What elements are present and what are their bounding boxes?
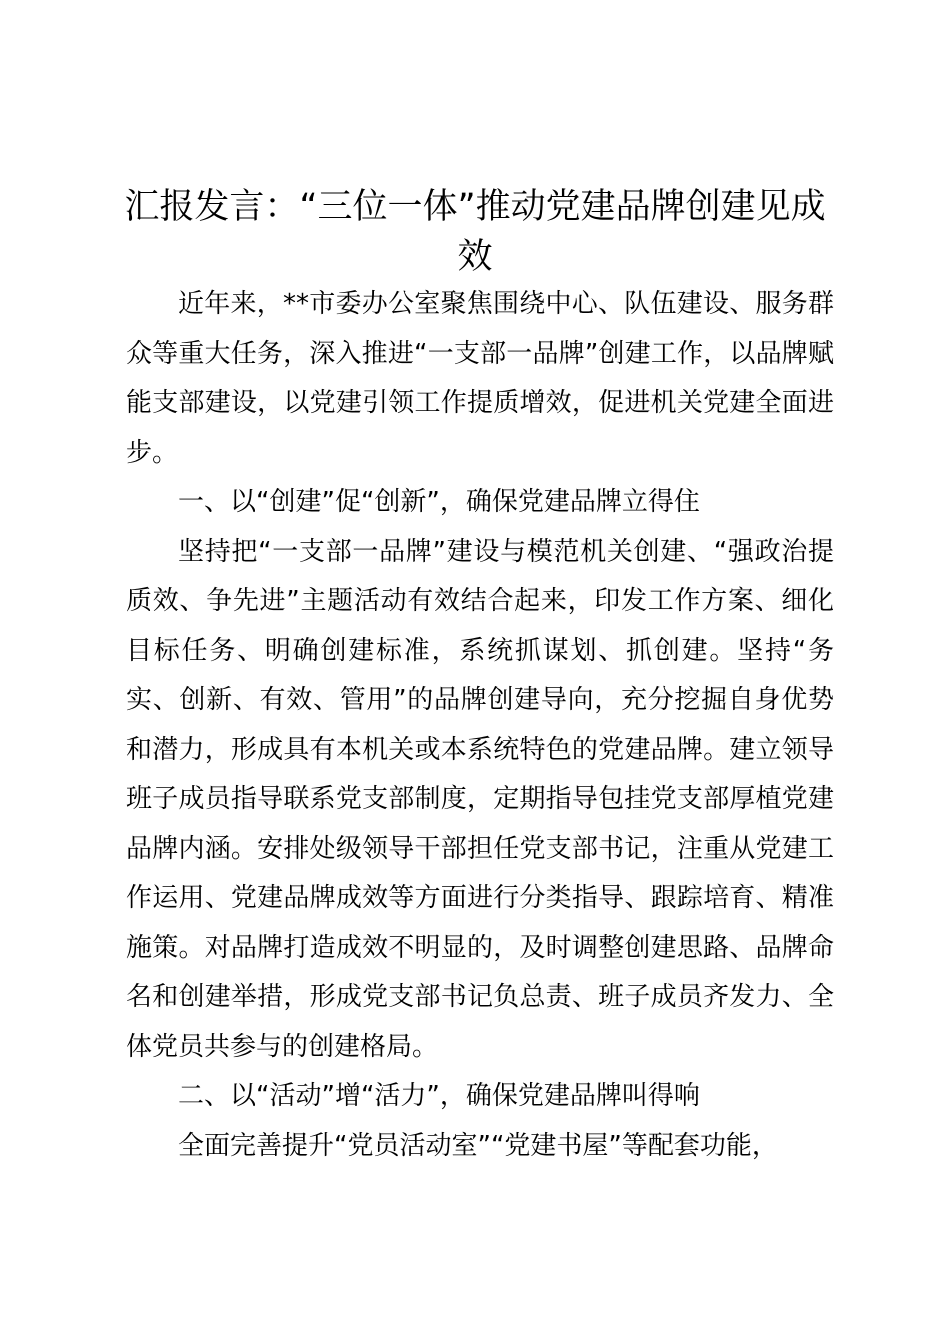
document-title: 汇报发言：“三位一体”推动党建品牌创建见成效 — [124, 187, 826, 277]
paragraph-section-1: 坚持把“一支部一品牌”建设与模范机关创建、“强政治提质效、争先进”主题活动有效结合起来，印发工作方案、细化目标任务、明确创建标准，系统抓谋划、抓创建。坚持“务实、创新、有效、管用”的品牌创建导向，充分挖掘自身优势和潜力，形成具有本机关或本系统特色的党建品牌。建立领导班子成员指导联系党支部制度，定期指导包挂党支部厚植党建品牌内涵。安排处级领导干部担任党支部书记，注重从党建工作运用、党建品牌成效等方面进行分类指导、跟踪培育、精准施策。对品牌打造成效不明显的，及时调整创建思路、品牌命名和创建举措，形成党支部书记负总责、班子成员齐发力、全体党员共参与的创建格局。 — [126, 536, 834, 1062]
document-body — [126, 280, 834, 1171]
section-heading-2: 二、以“活动”增“活力”，确保党建品牌叫得响 — [178, 1081, 700, 1111]
paragraph-intro: 近年来，**市委办公室聚焦围绕中心、队伍建设、服务群众等重大任务，深入推进“一支部一品牌”创建工作，以品牌赋能支部建设，以党建引领工作提质增效，促进机关党建全面进步。 — [126, 289, 834, 468]
paragraph-section-2: 全面完善提升“党员活动室”“党建书屋”等配套功能， — [178, 1130, 778, 1161]
section-heading-1: 一、以“创建”促“创新”，确保党建品牌立得住 — [178, 487, 700, 517]
